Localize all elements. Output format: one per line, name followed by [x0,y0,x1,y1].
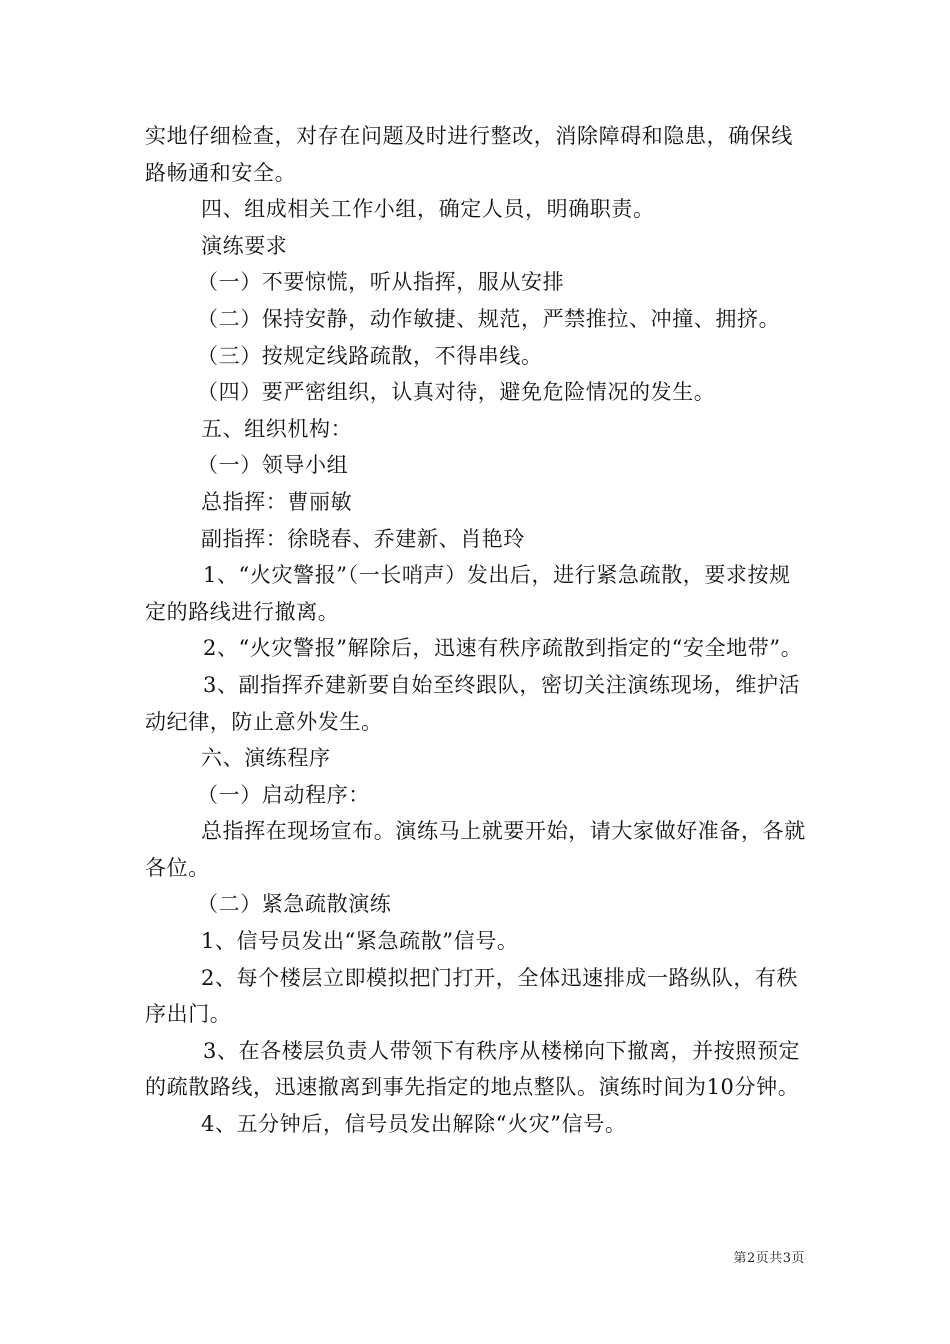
subsection-heading: （一）领导小组 [197,453,349,478]
section-heading: 五、组织机构： [201,416,353,441]
section-heading: 六、演练程序 [201,746,331,771]
paragraph: 1、“火灾警报”（一长哨声）发出后，进行紧急疏散，要求按规定的路线进行撤离。 [145,563,791,624]
paragraph: 总指挥：曹丽敏 [201,489,353,514]
paragraph: 1、信号员发出“紧急疏散”信号。 [201,929,519,954]
subsection-heading: 演练要求 [201,233,288,258]
list-item: （二）保持安静，动作敏捷、规范，严禁推拉、冲撞、拥挤。 [197,306,781,331]
paragraph: 4、五分钟后，信号员发出解除“火灾”信号。 [201,1112,627,1137]
paragraph: 实地仔细检查，对存在问题及时进行整改，消除障碍和隐患，确保线路畅通和安全。 [145,124,793,185]
paragraph: 3、副指挥乔建新要自始至终跟队，密切关注演练现场，维护活动纪律，防止意外发生。 [145,672,801,734]
list-item: （四）要严密组织，认真对待，避免危险情况的发生。 [197,380,716,405]
paragraph: 2、“火灾警报”解除后，迅速有秩序疏散到指定的“安全地带”。 [203,636,803,661]
paragraph: 3、在各楼层负责人带领下有秩序从楼梯向下撤离，并按照预定的疏散路线，迅速撤离到事先指定的地点整队。演练时间为10分钟。 [145,1038,801,1100]
subsection-heading: （二）紧急疏散演练 [197,892,392,917]
list-item: （一）不要惊慌，听从指挥，服从安排 [197,270,565,295]
paragraph: 总指挥在现场宣布。演练马上就要开始，请大家做好准备，各就各位。 [145,819,806,880]
paragraph: 副指挥：徐晓春、乔建新、肖艳玲 [201,526,525,551]
paragraph: 2、每个楼层立即模拟把门打开，全体迅速排成一路纵队，有秩序出门。 [145,965,799,1027]
page-number: 第2页共3页 [733,1251,805,1266]
list-item: （三）按规定线路疏散，不得串线。 [197,343,543,368]
subsection-heading: （一）启动程序： [197,782,370,807]
section-heading: 四、组成相关工作小组，确定人员，明确职责。 [201,197,655,222]
document-body [145,118,810,1143]
